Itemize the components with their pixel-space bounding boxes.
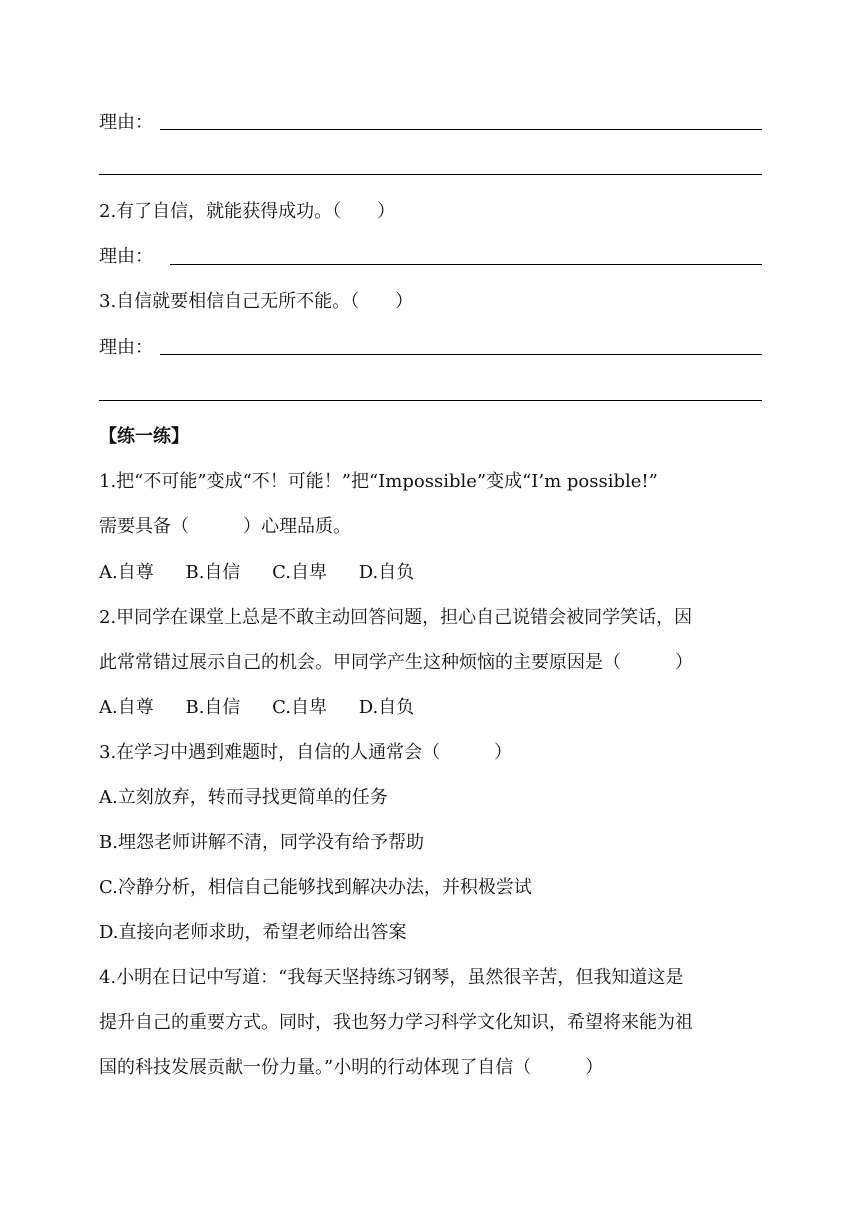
practice-q4-line3: 国的科技发展贡献一份力量。”小明的行动体现了自信（ ） [99,1057,604,1078]
option-c[interactable]: C.冷静分析，相信自己能够找到解决办法，并积极尝试 [99,877,532,898]
option-b[interactable]: B.埋怨老师讲解不清，同学没有给予帮助 [99,832,424,853]
answer-line[interactable] [160,129,762,130]
practice-q2-options [99,696,440,720]
option-d[interactable]: D.自负 [358,562,415,583]
option-a[interactable]: A.自尊 [99,562,154,583]
reason-label: 理由： [99,112,153,133]
question-2: 2.有了自信，就能获得成功。（ ） [99,201,396,222]
practice-q3-line1: 3.在学习中遇到难题时，自信的人通常会（ ） [99,742,513,763]
option-c[interactable]: C.自卑 [272,562,328,583]
answer-line[interactable] [160,354,762,355]
option-c[interactable]: C.自卑 [272,697,328,718]
practice-q1-line1: 1.把“不可能”变成“不！可能！”把“Impossible”变成“I’m possible!” [99,471,658,492]
question-3: 3.自信就要相信自己无所不能。（ ） [99,291,414,312]
practice-q1-options [99,561,440,585]
answer-line[interactable] [170,264,762,265]
reason-label: 理由： [99,246,153,267]
practice-q2-line2: 此常常错过展示自己的机会。甲同学产生这种烦恼的主要原因是（ ） [99,652,693,673]
practice-q2-line1: 2.甲同学在课堂上总是不敢主动回答问题，担心自己说错会被同学笑话，因 [99,607,693,628]
answer-line[interactable] [99,400,762,401]
section-heading: 【练一练】 [99,426,189,447]
option-b[interactable]: B.自信 [185,562,241,583]
option-a[interactable]: A.自尊 [99,697,154,718]
option-d[interactable]: D.直接向老师求助，希望老师给出答案 [99,922,407,943]
option-a[interactable]: A.立刻放弃，转而寻找更简单的任务 [99,787,388,808]
option-d[interactable]: D.自负 [358,697,415,718]
practice-q4-line1: 4.小明在日记中写道：“我每天坚持练习钢琴，虽然很辛苦，但我知道这是 [99,967,684,988]
reason-label: 理由： [99,337,153,358]
practice-q1-line2: 需要具备（ ）心理品质。 [99,516,351,537]
answer-line[interactable] [99,174,762,175]
practice-q4-line2: 提升自己的重要方式。同时，我也努力学习科学文化知识，希望将来能为祖 [99,1012,693,1033]
option-b[interactable]: B.自信 [185,697,241,718]
